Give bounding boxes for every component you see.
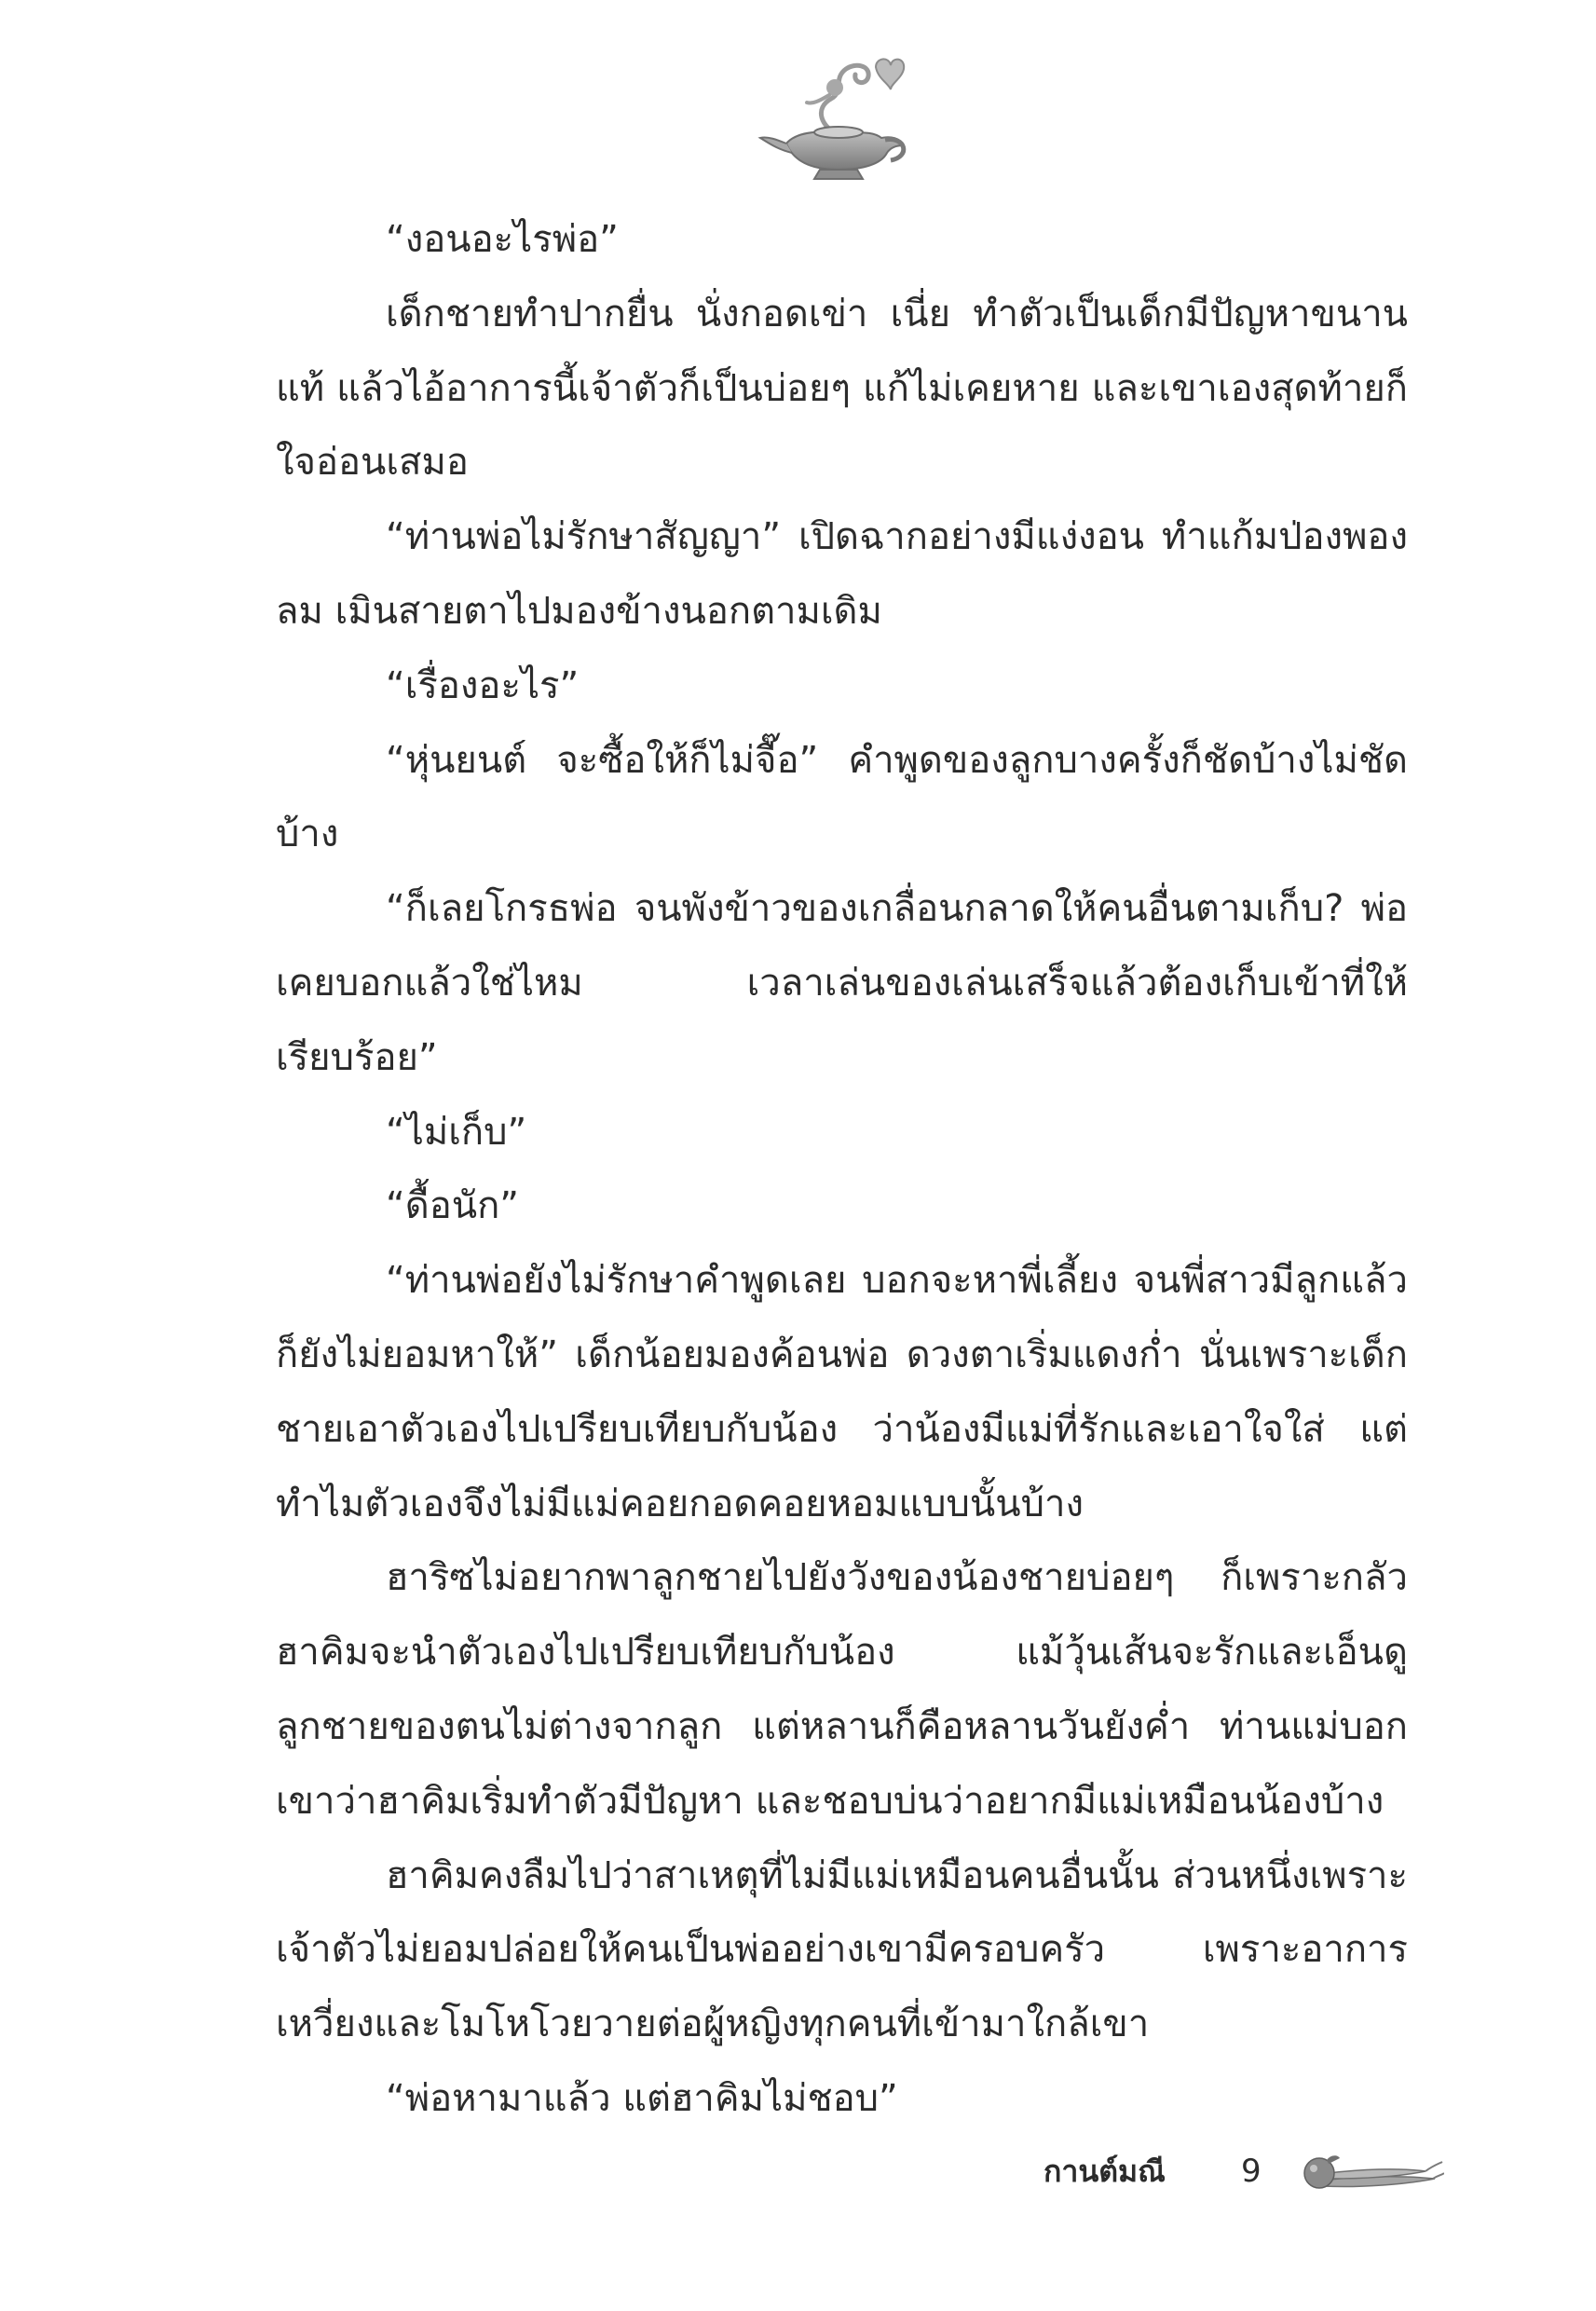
paragraph: ฮาริซไม่อยากพาลูกชายไปยังวังของน้องชายบ่อยๆ ก็เพราะกลัวฮาคิมจะนำตัวเองไปเปรียบเทียบกับน้อง แม้วุ้นเส้นจะรักและเอ็นดูลูกชายของตนไม่ต่างจากลูก แต่หลานก็คือหลานวันยังค่ำ ท่านแม่บอกเขาว่าฮาคิมเริ่มทำตัวมีปัญหา และชอบบ่นว่าอยากมีแม่เหมือนน้องบ้าง <box>276 1556 1408 1823</box>
paragraph: “ก็เลยโกรธพ่อ จนพังข้าวของเกลื่อนกลาดให้คนอื่นตามเก็บ? พ่อเคยบอกแล้วใช่ไหม เวลาเล่นของเล่นเสร็จแล้วต้องเก็บเข้าที่ให้เรียบร้อย” <box>276 887 1408 1079</box>
paragraph: ฮาคิมคงลืมไปว่าสาเหตุที่ไม่มีแม่เหมือนคนอื่นนั้น ส่วนหนึ่งเพราะเจ้าตัวไม่ยอมปล่อยให้คนเป็นพ่ออย่างเขามีครอบครัว เพราะอาการเหวี่ยงและโมโหโวยวายต่อผู้หญิงทุกคนที่เข้ามาใกล้เขา <box>276 1853 1408 2046</box>
paragraph: เด็กชายทำปากยื่น นั่งกอดเข่า เนี่ย ทำตัวเป็นเด็กมีปัญหาขนานแท้ แล้วไอ้อาการนี้เจ้าตัวก็เป็นบ่อยๆ แก้ไม่เคยหาย และเขาเองสุดท้ายก็ใจอ่อนเสมอ <box>276 292 1408 485</box>
paragraph: “งอนอะไรพ่อ” <box>386 218 619 261</box>
paragraph: “หุ่นยนต์ จะซื้อให้ก็ไม่จื๊อ” คำพูดของลูกบางครั้งก็ชัดบ้างไม่ชัดบ้าง <box>276 738 1408 856</box>
paragraph: “ดื้อนัก” <box>386 1184 520 1228</box>
paragraph: “ไม่เก็บ” <box>386 1110 527 1154</box>
author-name: กานต์มณี <box>1044 2154 1166 2189</box>
paragraph: “เรื่องอะไร” <box>386 663 580 707</box>
page-number: 9 <box>1241 2153 1262 2190</box>
magic-lamp-with-genie-icon <box>755 47 922 186</box>
paragraph: “พ่อหามาแล้ว แต่ฮาคิมไม่ชอบ” <box>386 2076 898 2120</box>
body-text <box>276 203 1408 2137</box>
paragraph: “ท่านพ่อไม่รักษาสัญญา” เปิดฉากอย่างมีแง่งอน ทำแก้มป่องพองลม เมินสายตาไปมองข้างนอกตามเดิม <box>276 515 1408 633</box>
page-footer <box>1016 2143 1463 2199</box>
paragraph: “ท่านพ่อยังไม่รักษาคำพูดเลย บอกจะหาพี่เลี้ยง จนพี่สาวมีลูกแล้วก็ยังไม่ยอมหาให้” เด็กน้อยมองค้อนพ่อ ดวงตาเริ่มแดงก่ำ นั่นเพราะเด็กชายเอาตัวเองไปเปรียบเทียบกับน้อง ว่าน้องมีแม่ที่รักและเอาใจใส่ แต่ทำไมตัวเองจึงไม่มีแม่คอยกอดคอยหอมแบบนั้นบ้าง <box>276 1259 1408 1525</box>
vegetables-icon <box>1295 2149 1444 2192</box>
